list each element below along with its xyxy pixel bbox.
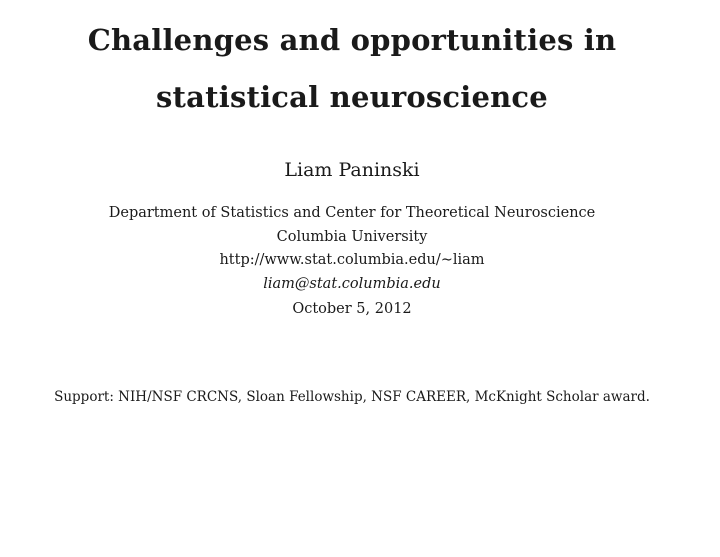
author-name: Liam Paninski	[284, 159, 420, 181]
support-acknowledgement: Support: NIH/NSF CRCNS, Sloan Fellowship, NSF CAREER, McKnight Scholar award.	[54, 389, 650, 405]
homepage-url: http://www.stat.columbia.edu/∼liam	[219, 252, 485, 268]
email-address: liam@stat.columbia.edu	[263, 276, 441, 292]
title-line-2: statistical neuroscience	[156, 80, 548, 114]
title-line-1: Challenges and opportunities in	[87, 23, 617, 57]
presentation-date: October 5, 2012	[292, 301, 412, 317]
department: Department of Statistics and Center for Theoretical Neuroscience	[108, 205, 596, 221]
university: Columbia University	[276, 229, 428, 245]
